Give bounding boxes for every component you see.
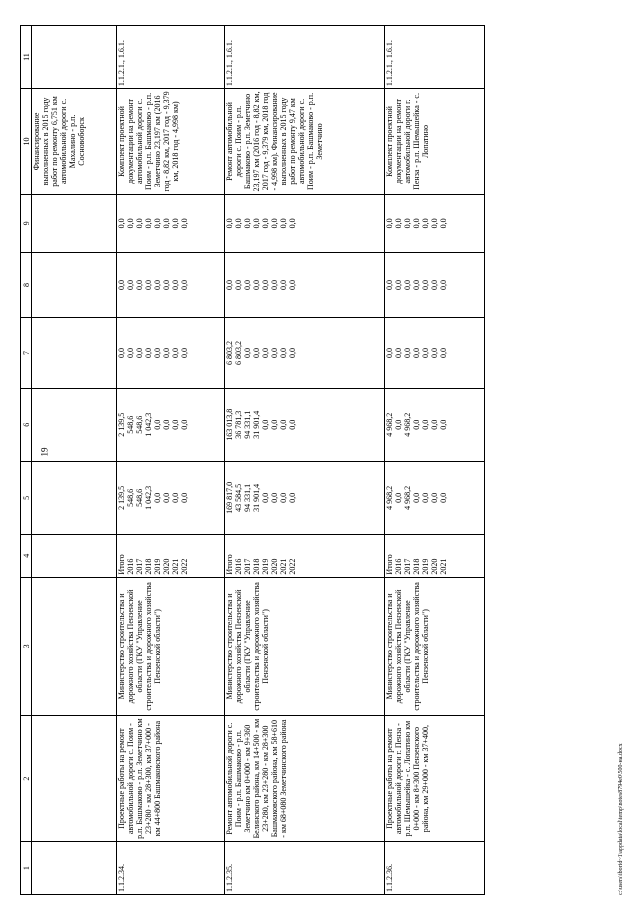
- other-cell: [117, 194, 225, 252]
- value: 0,0: [421, 492, 430, 503]
- years-cell: [385, 534, 485, 577]
- col-header: 10: [21, 89, 32, 195]
- other-cell: [225, 194, 385, 252]
- value: 0,0: [144, 280, 153, 291]
- col-header: 4: [21, 534, 32, 577]
- value: 0,0: [243, 218, 252, 229]
- result-cell: Финансирование выполненных в 2015 году работ по ремонту 6,751 км автомобильной дороги с. Махалино - р.п. Сосновоборск: [32, 89, 117, 195]
- value: 0,0: [180, 348, 189, 359]
- year-label: 2017: [403, 558, 412, 575]
- executor: Министерство строительства и дорожного хозяйства Пензенской области (ГКУ "Управление строительства и дорожного хозяйства Пензенской области"): [117, 577, 225, 716]
- year-label: 2016: [126, 558, 135, 575]
- col-header: 8: [21, 252, 32, 317]
- value: 0,0: [394, 280, 403, 291]
- executor: Министерство строительства и дорожного хозяйства Пензенской области (ГКУ "Управление строительства и дорожного хозяйства Пензенской области"): [225, 577, 385, 716]
- value: 0,0: [270, 218, 279, 229]
- value: 0,0: [421, 280, 430, 291]
- value: 0,0: [243, 348, 252, 359]
- indicator-cell: 1.1.2.1., 1.6.1.: [225, 26, 385, 89]
- value: 0,0: [439, 280, 448, 291]
- value: 0,0: [234, 280, 243, 291]
- year-label: 2020: [430, 558, 439, 575]
- value: 0,0: [171, 280, 180, 291]
- work-name: Проектные работы на ремонт автомобильной дороги с. Поим - р.п. Башмаково - р.п. Земетчино км 23+280 - км 28+300, км 37+000 - км 44+800 Башмаковского района: [117, 716, 225, 842]
- value: 0,0: [153, 280, 162, 291]
- col-header: 11: [21, 26, 32, 89]
- value: 0,0: [430, 218, 439, 229]
- year-label: 2016: [234, 558, 243, 575]
- value: 94 331,1: [243, 483, 252, 512]
- value: 0,0: [162, 218, 171, 229]
- value: 94 331,1: [243, 410, 252, 439]
- federal-cell: [225, 318, 385, 389]
- local-cell: [117, 252, 225, 317]
- value: 2 139,5: [117, 485, 126, 510]
- value: 0,0: [153, 492, 162, 503]
- regional-cell: [117, 388, 225, 461]
- value: 0,0: [412, 280, 421, 291]
- value: 0,0: [385, 280, 394, 291]
- year-label: 2020: [162, 558, 171, 575]
- years-cell: [225, 534, 385, 577]
- year-label: 2018: [252, 558, 261, 575]
- value: 0,0: [430, 348, 439, 359]
- year-label: 2018: [144, 558, 153, 575]
- value: 0,0: [430, 419, 439, 430]
- value: 0,0: [153, 218, 162, 229]
- result-cell: Ремонт автомобильной дороги с. Поим - р.п. Башмаково - р.п. Земетчино 23,197 км (2016 год - 8,82 км, 2017 год - 9,379 км, 2018 год - 4,998 км). Финансирование выполненных в 2015 году работ по ремонту 9,47 км автомобильной дороги с. Поим - р.п. Башмаково - р.п. Земетчино: [225, 89, 385, 195]
- value: 0,0: [288, 348, 297, 359]
- col-header: 5: [21, 461, 32, 534]
- row-id: 1.1.2.36.: [385, 842, 485, 895]
- total-cell: [385, 461, 485, 534]
- value: 169 817,0: [225, 481, 234, 514]
- year-label: Итого: [225, 554, 234, 575]
- page-number: 19: [39, 447, 50, 457]
- value: 0,0: [288, 280, 297, 291]
- value: 0,0: [421, 348, 430, 359]
- year-label: 2017: [243, 558, 252, 575]
- value: 0,0: [385, 348, 394, 359]
- year-label: 2021: [279, 558, 288, 575]
- value: 0,0: [171, 348, 180, 359]
- value: 0,0: [279, 492, 288, 503]
- rotated-table-container: [20, 25, 580, 895]
- value: 0,0: [430, 492, 439, 503]
- value: 31 901,4: [252, 410, 261, 439]
- value: 0,0: [126, 218, 135, 229]
- value: 0,0: [261, 492, 270, 503]
- value: 0,0: [439, 348, 448, 359]
- value: 0,0: [412, 419, 421, 430]
- result-cell: Комплект проектной документации на ремонт автомобильной дороги г. Пенза - р.п. Шемышейка - с. Лопатино: [385, 89, 485, 195]
- value: 0,0: [252, 348, 261, 359]
- value: 4 968,2: [403, 412, 412, 437]
- value: 0,0: [403, 218, 412, 229]
- value: 0,0: [270, 348, 279, 359]
- regional-cell: [385, 388, 485, 461]
- year-label: Итого: [117, 554, 126, 575]
- value: 0,0: [144, 348, 153, 359]
- value: 0,0: [394, 419, 403, 430]
- value: 0,0: [117, 348, 126, 359]
- local-cell: [225, 252, 385, 317]
- value: 0,0: [144, 218, 153, 229]
- value: 0,0: [261, 419, 270, 430]
- value: 0,0: [252, 280, 261, 291]
- value: 43 584,5: [234, 483, 243, 512]
- year-label: 2018: [412, 558, 421, 575]
- executor: Министерство строительства и дорожного хозяйства Пензенской области (ГКУ "Управление строительства и дорожного хозяйства Пензенской области"): [385, 577, 485, 716]
- value: 0,0: [270, 280, 279, 291]
- value: 0,0: [439, 218, 448, 229]
- value: 0,0: [135, 348, 144, 359]
- year-label: 2021: [439, 558, 448, 575]
- federal-cell: [385, 318, 485, 389]
- result-cell: Комплект проектной документации на ремонт автомобильной дороги с. Поим - р.п. Башмаково - р.п. Земетчино 23,197 км (2016 год - 8,82 км, 2017 год - 9,379 км, 2018 год - 4,998 км): [117, 89, 225, 195]
- program-table: [20, 25, 485, 895]
- value: 0,0: [421, 218, 430, 229]
- value: 163 013,8: [225, 408, 234, 441]
- year-label: 2016: [394, 558, 403, 575]
- value: 36 781,3: [234, 410, 243, 439]
- value: 0,0: [153, 419, 162, 430]
- value: 0,0: [385, 218, 394, 229]
- value: 0,0: [135, 280, 144, 291]
- work-name: Ремонт автомобильной дороги с. Поим - р.п. Башмаково - р.п. Земетчино км 0+000 - км 9+360 Белинского района, км 14+500 - км 23+280, км 23+280 - км 28+300 Башмаковского района, км 58+610 - км 68+080 Земетчинского района: [225, 716, 385, 842]
- value: 548,6: [135, 488, 144, 507]
- value: 0,0: [252, 218, 261, 229]
- value: 0,0: [394, 218, 403, 229]
- value: 0,0: [126, 280, 135, 291]
- value: 0,0: [171, 419, 180, 430]
- col-header: 2: [21, 716, 32, 842]
- indicator-cell: 1.1.2.1., 1.6.1.: [117, 26, 225, 89]
- value: 0,0: [403, 348, 412, 359]
- col-header: 6: [21, 388, 32, 461]
- value: 0,0: [261, 218, 270, 229]
- table-row: [225, 26, 385, 895]
- indicator-cell: 1.1.2.1., 1.6.1.: [385, 26, 485, 89]
- value: 0,0: [279, 218, 288, 229]
- value: 0,0: [439, 492, 448, 503]
- row-id: 1.1.2.34.: [117, 842, 225, 895]
- value: 0,0: [225, 218, 234, 229]
- value: 31 901,4: [252, 483, 261, 512]
- value: 548,6: [126, 415, 135, 434]
- value: 0,0: [288, 218, 297, 229]
- value: 0,0: [403, 280, 412, 291]
- value: 0,0: [234, 218, 243, 229]
- value: 0,0: [279, 348, 288, 359]
- col-header: 1: [21, 842, 32, 895]
- value: 0,0: [180, 218, 189, 229]
- year-label: 2017: [135, 558, 144, 575]
- value: 0,0: [261, 280, 270, 291]
- total-cell: [117, 461, 225, 534]
- col-header: 7: [21, 318, 32, 389]
- value: 0,0: [180, 419, 189, 430]
- value: 0,0: [270, 492, 279, 503]
- value: 0,0: [126, 348, 135, 359]
- value: 0,0: [162, 280, 171, 291]
- value: 0,0: [117, 280, 126, 291]
- work-name: Проектные работы на ремонт автомобильной дороги г. Пенза - р.п. Шемышейка - с. Лопатино км 0+000 - км 8+300 Пензенского района, км 29+000 - км 37+400,: [385, 716, 485, 842]
- value: 548,6: [135, 415, 144, 434]
- years-cell: [117, 534, 225, 577]
- year-label: 2022: [288, 558, 297, 575]
- value: 0,0: [421, 419, 430, 430]
- value: 0,0: [243, 280, 252, 291]
- table-row: [117, 26, 225, 895]
- value: 0,0: [288, 492, 297, 503]
- year-label: 2021: [171, 558, 180, 575]
- value: 0,0: [162, 492, 171, 503]
- continuation-row: [32, 26, 117, 895]
- table-row: [385, 26, 485, 895]
- col-header: 9: [21, 194, 32, 252]
- year-label: 2022: [180, 558, 189, 575]
- year-label: Итого: [385, 554, 394, 575]
- value: 6 803,2: [225, 341, 234, 366]
- value: 0,0: [439, 419, 448, 430]
- row-id: 1.1.2.35.: [225, 842, 385, 895]
- value: 0,0: [153, 348, 162, 359]
- year-label: 2019: [261, 558, 270, 575]
- value: 4 968,2: [385, 485, 394, 510]
- total-cell: [225, 461, 385, 534]
- value: 548,6: [126, 488, 135, 507]
- footer-file-path: c:\users\iborid~1\appdata\local\temp\notes8794e0\500-на.docx: [618, 743, 624, 895]
- value: 0,0: [117, 218, 126, 229]
- value: 1 042,3: [144, 412, 153, 437]
- value: 0,0: [162, 348, 171, 359]
- local-cell: [385, 252, 485, 317]
- value: 0,0: [225, 280, 234, 291]
- value: 0,0: [394, 348, 403, 359]
- value: 0,0: [261, 348, 270, 359]
- value: 0,0: [430, 280, 439, 291]
- other-cell: [385, 194, 485, 252]
- federal-cell: [117, 318, 225, 389]
- value: 1 042,3: [144, 485, 153, 510]
- value: 0,0: [279, 280, 288, 291]
- col-header: 3: [21, 577, 32, 716]
- year-label: 2019: [153, 558, 162, 575]
- value: 0,0: [412, 348, 421, 359]
- year-label: 2020: [270, 558, 279, 575]
- value: 0,0: [180, 492, 189, 503]
- value: 0,0: [270, 419, 279, 430]
- header-row: [21, 26, 32, 895]
- value: 0,0: [288, 419, 297, 430]
- value: 0,0: [162, 419, 171, 430]
- value: 0,0: [171, 218, 180, 229]
- value: 0,0: [412, 492, 421, 503]
- value: 2 139,5: [117, 412, 126, 437]
- value: 0,0: [394, 492, 403, 503]
- value: 4 968,2: [385, 412, 394, 437]
- value: 0,0: [135, 218, 144, 229]
- regional-cell: [225, 388, 385, 461]
- value: 0,0: [279, 419, 288, 430]
- value: 0,0: [171, 492, 180, 503]
- value: 6 803,2: [234, 341, 243, 366]
- value: 0,0: [412, 218, 421, 229]
- value: 0,0: [180, 280, 189, 291]
- value: 4 968,2: [403, 485, 412, 510]
- year-label: 2019: [421, 558, 430, 575]
